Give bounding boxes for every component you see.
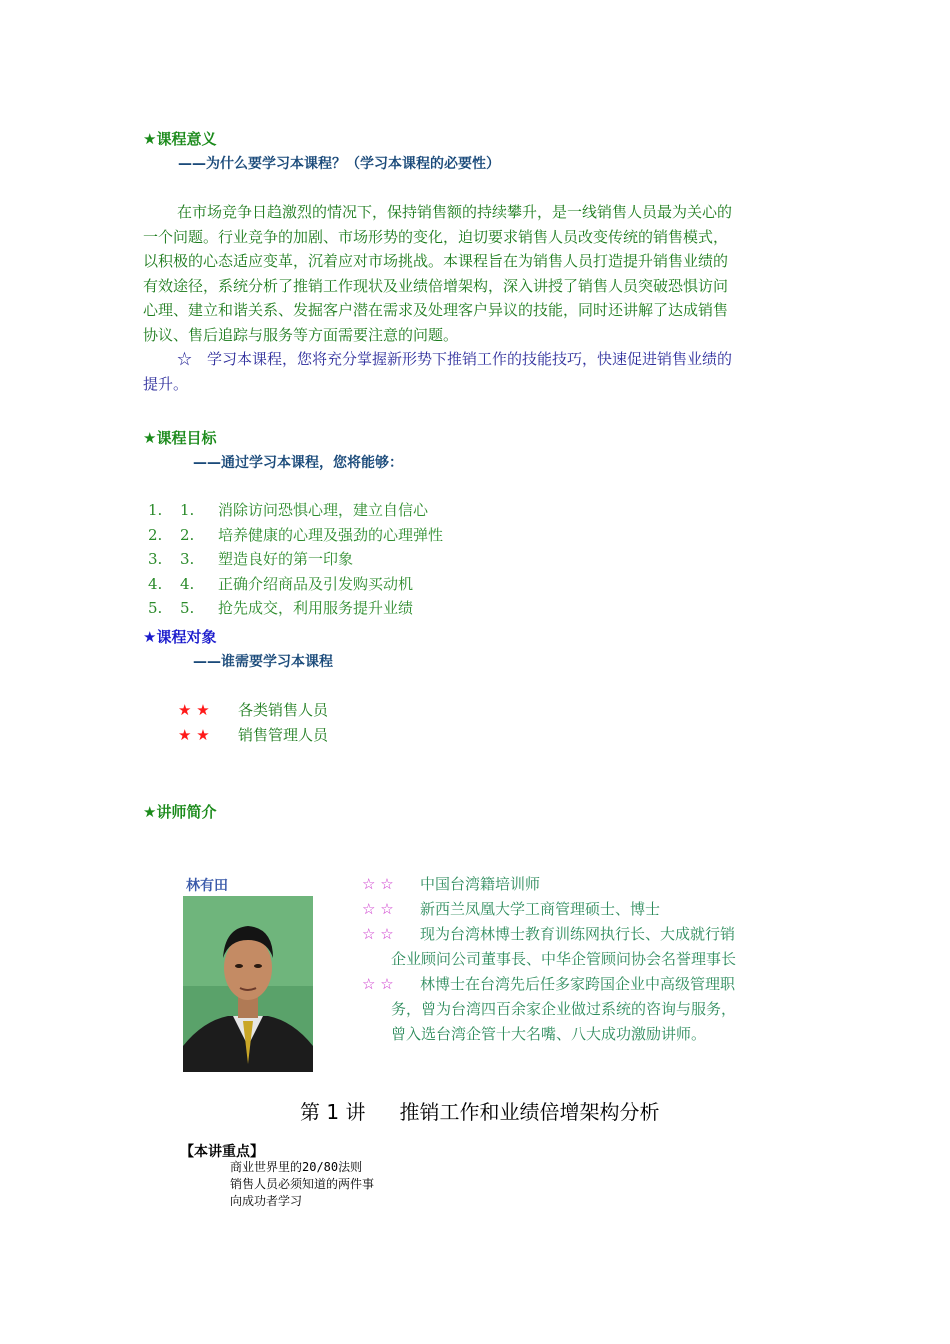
paragraph-line: 一个问题。行业竞争的加剧、市场形势的变化，迫切要求销售人员改变传统的销售模式， — [143, 227, 729, 246]
bio-item: ☆ ☆ 新西兰凤凰大学工商管理硕士、博士 — [362, 897, 802, 922]
bio-item-continued: 企业顾问公司董事長、中华企管顾问协会名誉理事长 — [391, 950, 737, 968]
section-heading-audience: ★课程对象 — [143, 628, 217, 646]
goal-item: 2. 2. 培养健康的心理及强劲的心理弹性 — [148, 525, 444, 544]
red-star-icon: ★ ★ — [178, 725, 210, 744]
section-subheading-goals: ——通过学习本课程，您将能够： — [193, 455, 403, 471]
bio-item: ☆ ☆ 中国台湾籍培训师 — [362, 872, 802, 897]
hollow-star-icon: ☆ ☆ — [362, 900, 394, 918]
lecturer-photo — [183, 896, 313, 1072]
benefit-line: 提升。 — [143, 374, 189, 393]
key-point-item: 销售人员必须知道的两件事 — [230, 1177, 375, 1191]
section-subheading-meaning: ——为什么要学习本课程？（学习本课程的必要性） — [178, 156, 500, 172]
red-star-icon: ★ ★ — [178, 701, 210, 719]
paragraph-line: 以积极的心态适应变革，沉着应对市场挑战。本课程旨在为销售人员打造提升销售业绩的 — [143, 252, 729, 270]
bio-item: ☆ ☆ 现为台湾林博士教育训练网执行长、大成就行销 — [362, 922, 802, 947]
hollow-star-icon: ☆ ☆ — [362, 875, 394, 893]
lecturer-name: 林有田 — [186, 878, 228, 894]
section-heading-meaning: ★课程意义 — [143, 130, 217, 148]
key-points-label: 【本讲重点】 — [180, 1144, 264, 1160]
paragraph-line: 有效途径，系统分析了推销工作现状及业绩倍增架构，深入讲授了销售人员突破恐惧访问 — [143, 276, 729, 295]
goal-item: 5. 5. 抢先成交，利用服务提升业绩 — [148, 599, 414, 617]
goal-item: 3. 3. 塑造良好的第一印象 — [148, 550, 354, 568]
section-subheading-audience: ——谁需要学习本课程 — [193, 654, 333, 670]
bio-item-continued: 曾入选台湾企管十大名嘴、八大成功激励讲师。 — [391, 1025, 707, 1043]
key-point-item: 商业世界里的20/80法则 — [230, 1160, 363, 1174]
hollow-star-icon: ☆ ☆ — [362, 925, 394, 943]
key-point-item: 向成功者学习 — [230, 1194, 303, 1208]
audience-item: ★ ★ 各类销售人员 — [178, 698, 328, 723]
lecture-name: 推销工作和业绩倍增架构分析 — [399, 1100, 660, 1124]
paragraph-line: 协议、售后追踪与服务等方面需要注意的问题。 — [143, 325, 459, 344]
meaning-paragraph — [143, 200, 732, 396]
lecture-title — [300, 1096, 659, 1125]
paragraph-line: 在市场竞争日趋激烈的情况下，保持销售额的持续攀升，是一线销售人员最为关心的 — [177, 203, 733, 221]
lecturer-bio — [362, 872, 802, 1047]
section-heading-goals: ★课程目标 — [143, 429, 217, 447]
key-points-list — [230, 1159, 374, 1210]
audience-item: ★ ★ 销售管理人员 — [178, 723, 328, 748]
benefit-line: ☆ 学习本课程，您将充分掌握新形势下推销工作的技能技巧，快速促进销售业绩的 — [177, 350, 733, 368]
paragraph-line: 心理、建立和谐关系、发掘客户潜在需求及处理客户异议的技能，同时还讲解了达成销售 — [143, 301, 729, 319]
section-heading-lecturer: ★讲师简介 — [143, 803, 217, 821]
goals-list — [148, 498, 443, 621]
bio-item: ☆ ☆ 林博士在台湾先后任多家跨国企业中高级管理职 — [362, 972, 802, 997]
hollow-star-icon: ☆ ☆ — [362, 975, 394, 993]
goal-item: 1. 1. 消除访问恐惧心理，建立自信心 — [148, 501, 429, 519]
goal-item: 4. 4. 正确介绍商品及引发购买动机 — [148, 574, 414, 593]
lecture-number: 第 1 讲 — [300, 1100, 366, 1124]
audience-list — [178, 698, 328, 747]
bio-item-continued: 务，曾为台湾四百余家企业做过系统的咨询与服务， — [391, 1000, 737, 1018]
